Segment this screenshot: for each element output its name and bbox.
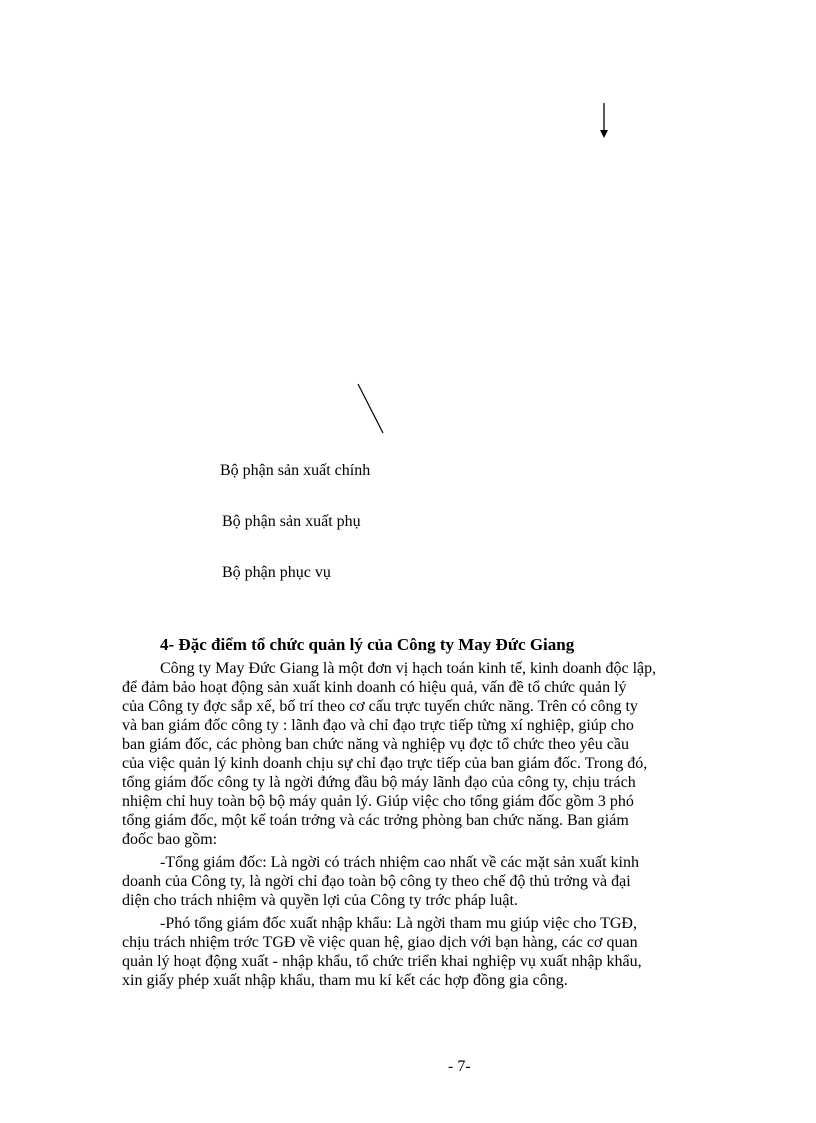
diagonal-connector [358,384,383,433]
label-sub-production: Bộ phận sản xuất phụ [222,513,361,530]
text-line: của Công ty đợc sắp xế, bố trí theo cơ cấu trực tuyến chức năng. Trên có công ty [122,698,638,715]
text-line: xin giấy phép xuất nhập khẩu, tham mu kí kết các hợp đồng gia công. [122,972,568,989]
text-line: và ban giám đốc công ty : lãnh đạo và chỉ đạo trực tiếp từng xí nghiệp, giúp cho [122,717,634,734]
text-line: Công ty May Đức Giang là một đơn vị hạch toán kinh tế, kinh doanh độc lập, [160,660,657,677]
arrow-head [600,130,608,138]
text-line: tổng giám đốc công ty là ngời đứng đầu bộ máy lãnh đạo của công ty, chịu trách [122,774,636,791]
text-line: -Phó tổng giám đốc xuất nhập khẩu: Là ngời tham mu giúp việc cho TGĐ, [160,915,637,932]
text-line: doanh của Công ty, là ngời chỉ đạo toàn bộ công ty theo chế độ thủ trởng và đại [122,873,631,890]
section-heading: 4- Đặc điểm tổ chức quản lý của Công ty May Đức Giang [160,635,575,654]
text-line: -Tổng giám đốc: Là ngời có trách nhiệm cao nhất về các mặt sản xuất kinh [160,854,639,871]
text-line: nhiệm chỉ huy toàn bộ bộ máy quản lý. Giúp việc cho tổng giám đốc gồm 3 phó [122,793,634,810]
text-line: để đảm bảo hoạt động sản xuất kinh doanh có hiệu quả, vấn đề tổ chức quản lý [122,679,627,696]
text-line: quản lý hoạt động xuất - nhập khẩu, tổ chức triển khai nghiệp vụ xuất nhập khẩu, [122,953,642,970]
text-line: của việc quản lý kinh doanh chịu sự chỉ đạo trực tiếp của ban giám đốc. Trong đó, [122,755,648,772]
text-line: chịu trách nhiệm trớc TGĐ về việc quan hệ, giao dịch với bạn hàng, các cơ quan [122,934,638,951]
page-number: - 7- [448,1058,471,1075]
text-line: đoốc bao gồm: [122,831,218,848]
label-service: Bộ phận phục vụ [222,564,331,581]
text-line: ban giám đốc, các phòng ban chức năng và nghiệp vụ đợc tổ chức theo yêu cầu [122,736,629,753]
text-line: diện cho trách nhiệm và quyền lợi của Công ty trớc pháp luật. [122,892,518,909]
label-main-production: Bộ phận sản xuất chính [220,462,371,479]
text-line: tổng giám đốc, một kế toán trởng và các trởng phòng ban chức năng. Ban giám [122,812,629,829]
